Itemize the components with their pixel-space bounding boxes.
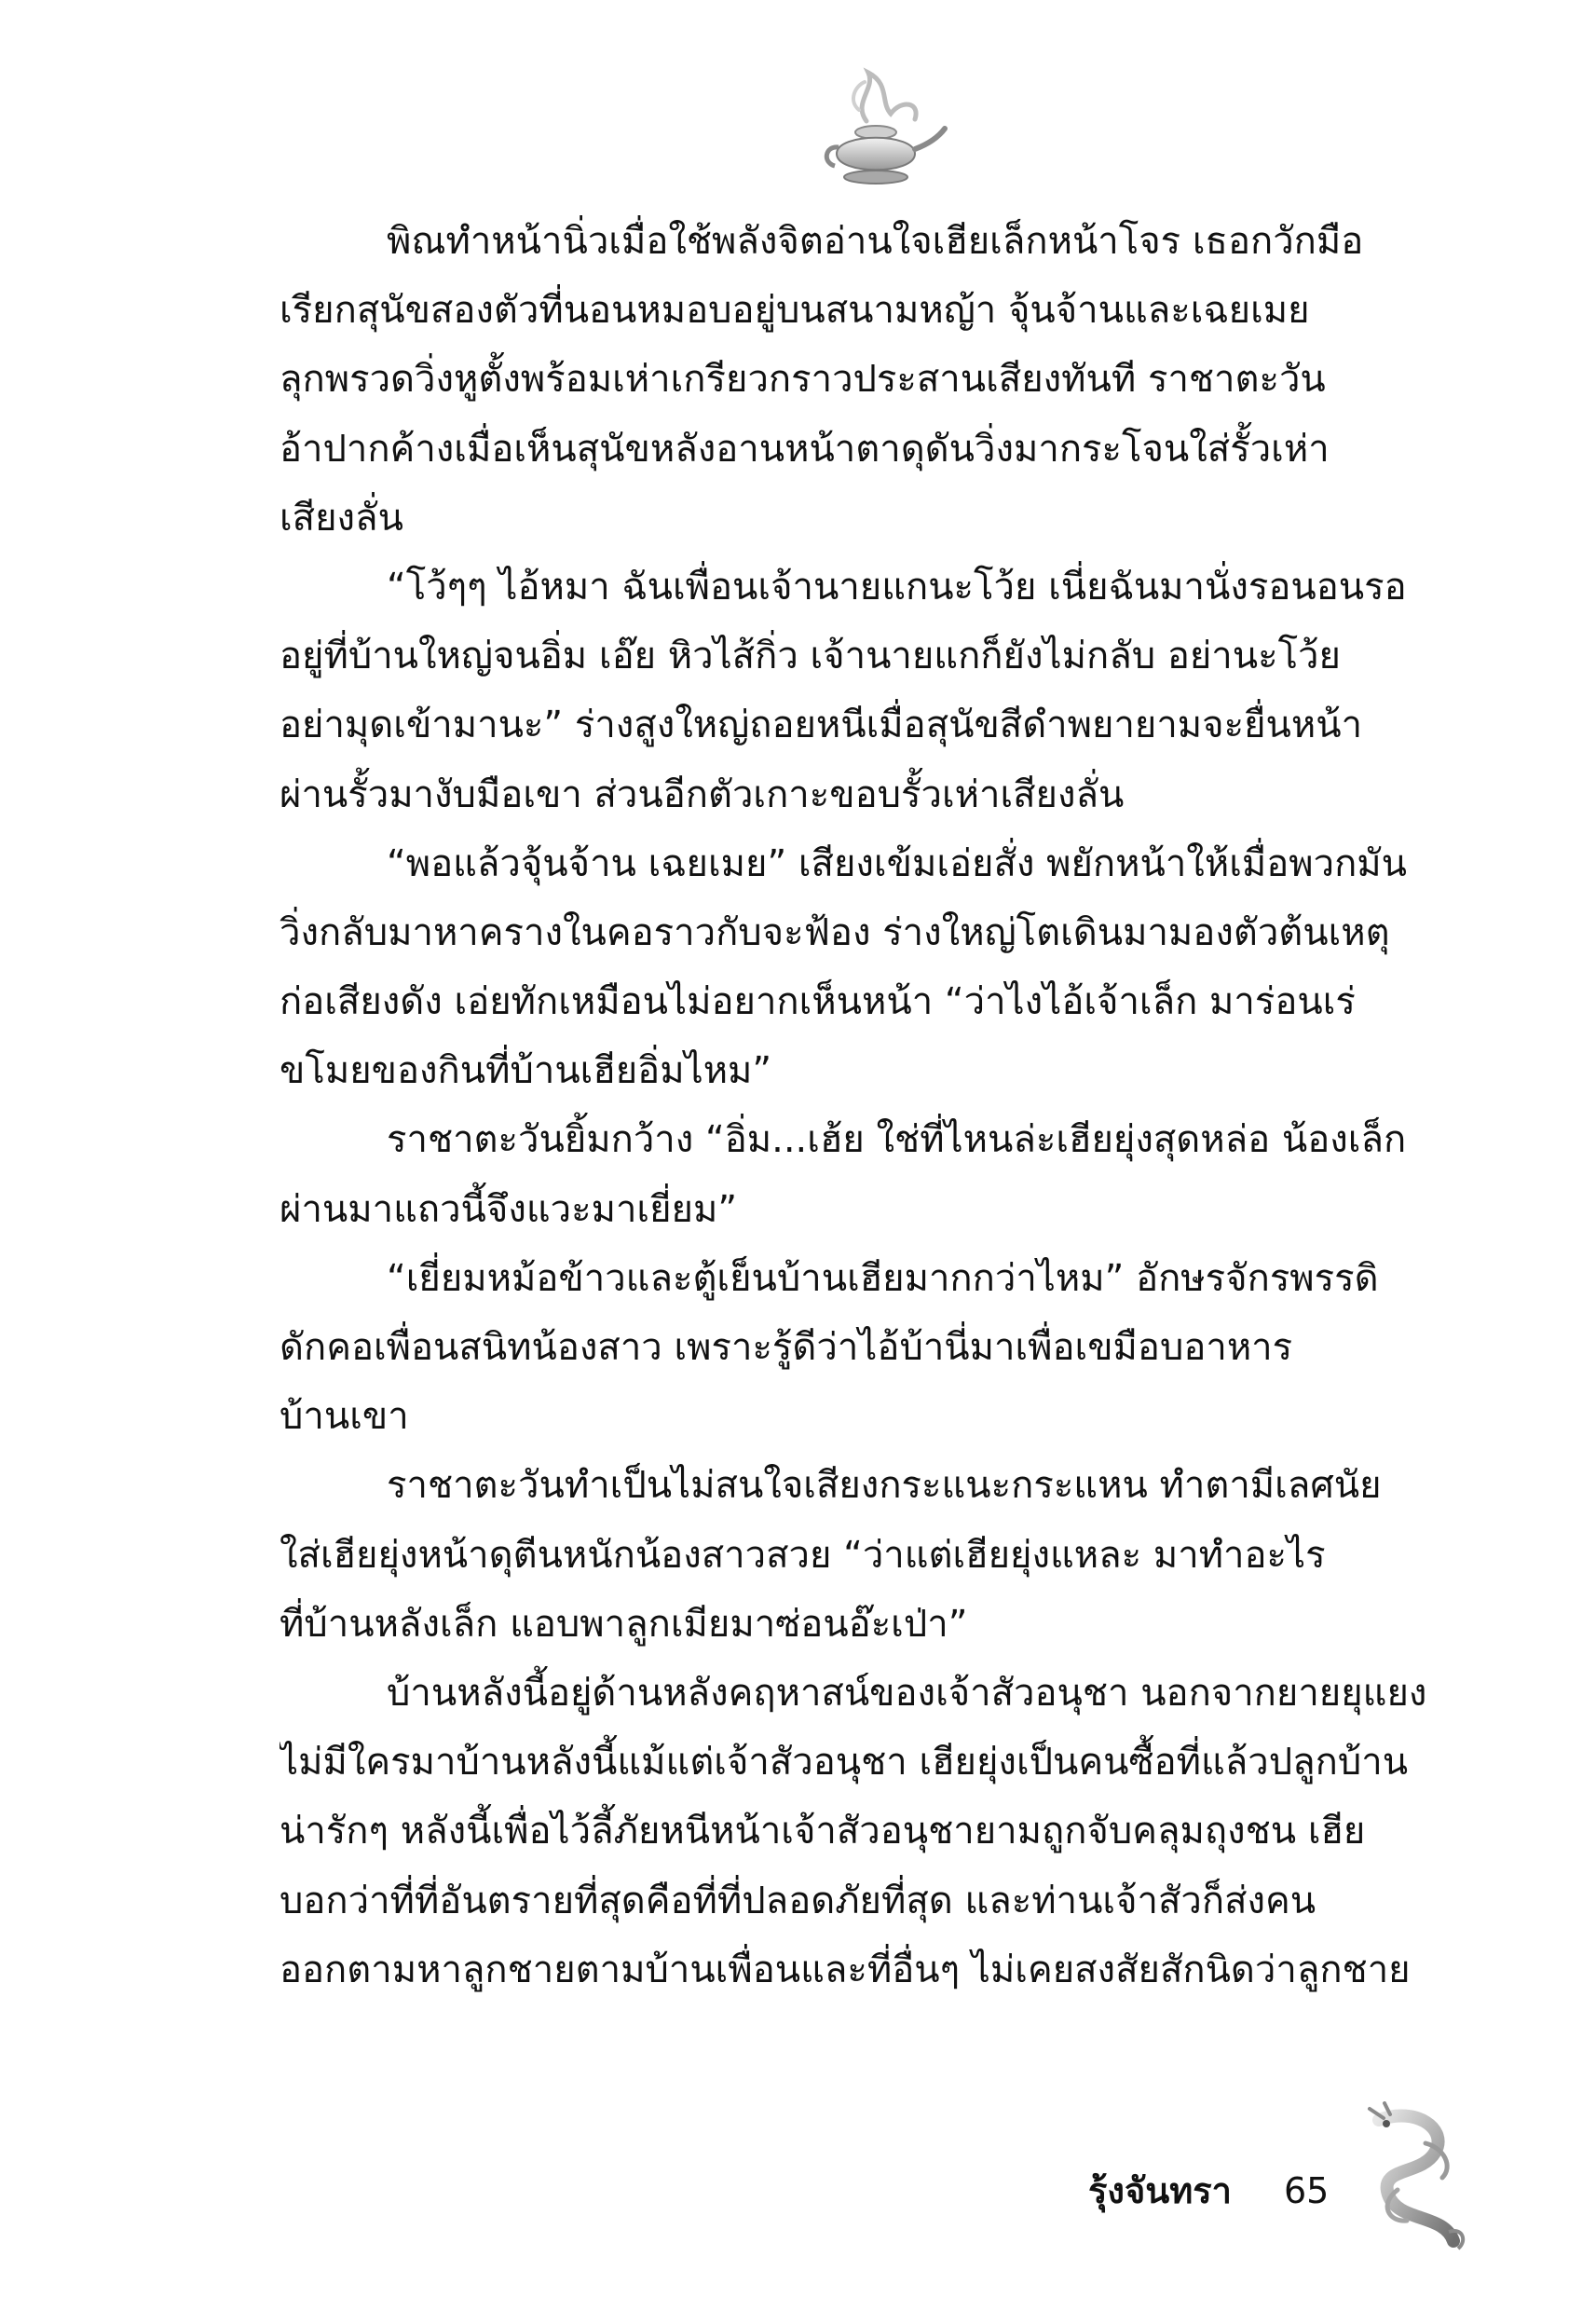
text-line: “เยี่ยมหม้อข้าวและตู้เย็นบ้านเฮียมากกว่าไหม” อักษรจักรพรรดิ bbox=[387, 1256, 1379, 1300]
text-line: วิ่งกลับมาหาครางในคอราวกับจะฟ้อง ร่างใหญ่โตเดินมามองตัวต้นเหตุ bbox=[280, 910, 1390, 954]
text-line: ไม่มีใครมาบ้านหลังนี้แม้แต่เจ้าสัวอนุชา เฮียยุ่งเป็นคนซื้อที่แล้วปลูกบ้าน bbox=[280, 1741, 1409, 1785]
text-line: ราชาตะวันยิ้มกว้าง “อิ่ม...เฮ้ย ใช่ที่ไหนล่ะเฮียยุ่งสุดหล่อ น้องเล็ก bbox=[387, 1118, 1407, 1162]
text-line: “โว้ๆๆ ไอ้หมา ฉันเพื่อนเจ้านายแกนะโว้ย เนี่ยฉันมานั่งรอนอนรอ bbox=[387, 565, 1407, 609]
dragon-swirl-icon bbox=[1360, 2101, 1472, 2250]
text-line: บ้านหลังนี้อยู่ด้านหลังคฤหาสน์ของเจ้าสัวอนุชา นอกจากยายยุแยง bbox=[387, 1671, 1427, 1715]
text-line: พิณทำหน้านิ่วเมื่อใช้พลังจิตอ่านใจเฮียเล็กหน้าโจร เธอกวักมือ bbox=[387, 220, 1364, 263]
text-line: น่ารักๆ หลังนี้เพื่อไว้ลี้ภัยหนีหน้าเจ้าสัวอนุชายามถูกจับคลุมถุงชน เฮีย bbox=[280, 1810, 1366, 1853]
text-line: บ้านเขา bbox=[280, 1395, 409, 1439]
text-line: ผ่านรั้วมางับมือเขา ส่วนอีกตัวเกาะขอบรั้วเห่าเสียงลั่น bbox=[280, 773, 1125, 816]
book-title: รุ้งจันทรา bbox=[1088, 2170, 1233, 2211]
text-line: เสียงลั่น bbox=[280, 496, 403, 540]
text-line: อย่ามุดเข้ามานะ” ร่างสูงใหญ่ถอยหนีเมื่อสุนัขสีดำพยายามจะยื่นหน้า bbox=[280, 704, 1363, 747]
text-line: ที่บ้านหลังเล็ก แอบพาลูกเมียมาซ่อนอ๊ะเป่า” bbox=[280, 1602, 968, 1646]
text-line: ใส่เฮียยุ่งหน้าดุตีนหนักน้องสาวสวย “ว่าแต่เฮียยุ่งแหละ มาทำอะไร bbox=[280, 1533, 1326, 1577]
body-text bbox=[280, 207, 1444, 2099]
page-number: 65 bbox=[1284, 2170, 1330, 2211]
text-line: อ้าปากค้างเมื่อเห็นสุนัขหลังอานหน้าตาดุดันวิ่งมากระโจนใส่รั้วเห่า bbox=[280, 427, 1330, 471]
text-line: “พอแล้วจุ้นจ้าน เฉยเมย” เสียงเข้มเอ่ยสั่ง พยักหน้าให้เมื่อพวกมัน bbox=[387, 841, 1408, 885]
text-line: ลุกพรวดวิ่งหูตั้งพร้อมเห่าเกรียวกราวประสานเสียงทันที ราชาตะวัน bbox=[280, 358, 1326, 402]
text-line: ออกตามหาลูกชายตามบ้านเพื่อนและที่อื่นๆ ไม่เคยสงสัยสักนิดว่าลูกชาย bbox=[280, 1948, 1411, 1991]
text-line: บอกว่าที่ที่อันตรายที่สุดคือที่ที่ปลอดภัยที่สุด และท่านเจ้าสัวก็ส่งคน bbox=[280, 1879, 1316, 1922]
text-line: ผ่านมาแถวนี้จึงแวะมาเยี่ยม” bbox=[280, 1187, 738, 1231]
text-line: เรียกสุนัขสองตัวที่นอนหมอบอยู่บนสนามหญ้า จุ้นจ้านและเฉยเมย bbox=[280, 289, 1310, 333]
text-line: ราชาตะวันทำเป็นไม่สนใจเสียงกระแนะกระแหน ทำตามีเลศนัย bbox=[387, 1464, 1382, 1508]
text-line: อยู่ที่บ้านใหญ่จนอิ่ม เอ๊ย หิวไส้กิ่ว เจ้านายแกก็ยังไม่กลับ อย่านะโว้ย bbox=[280, 635, 1341, 678]
text-line: ดักคอเพื่อนสนิทน้องสาว เพราะรู้ดีว่าไอ้บ้านี่มาเพื่อเขมือบอาหาร bbox=[280, 1326, 1293, 1369]
text-line: ขโมยของกินที่บ้านเฮียอิ่มไหม” bbox=[280, 1049, 772, 1093]
teapot-swirl-icon bbox=[801, 65, 950, 205]
text-line: ก่อเสียงดัง เอ่ยทักเหมือนไม่อยากเห็นหน้า “ว่าไงไอ้เจ้าเล็ก มาร่อนเร่ bbox=[280, 980, 1356, 1024]
